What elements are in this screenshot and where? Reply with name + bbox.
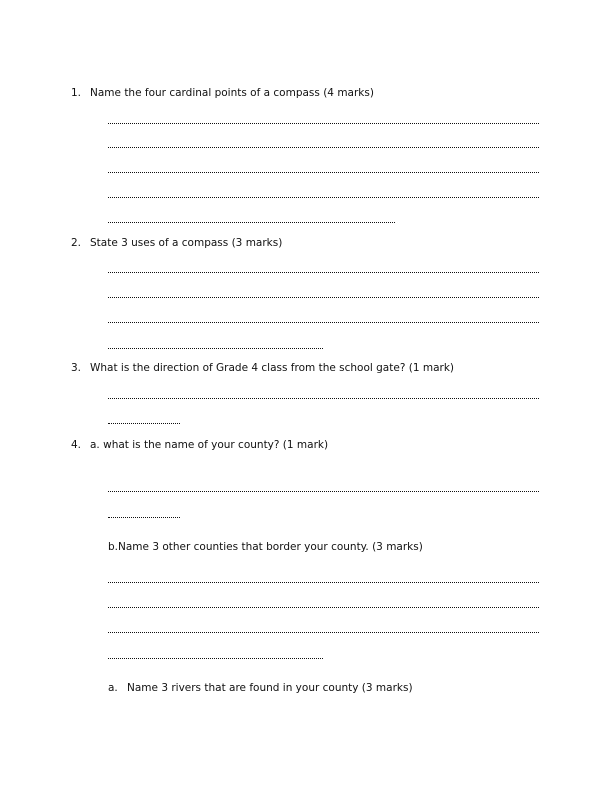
answer-line[interactable] bbox=[108, 423, 180, 424]
question-text: Name the four cardinal points of a compass (4 marks) bbox=[90, 87, 374, 99]
question-4 bbox=[71, 438, 328, 452]
answer-line[interactable] bbox=[108, 517, 180, 518]
question-text: b.Name 3 other counties that border your county. (3 marks) bbox=[108, 541, 423, 553]
answer-line[interactable] bbox=[108, 348, 323, 349]
answer-line[interactable] bbox=[108, 272, 539, 273]
answer-line[interactable] bbox=[108, 222, 395, 223]
question-number: a. bbox=[108, 682, 118, 694]
answer-line[interactable] bbox=[108, 607, 539, 608]
answer-line[interactable] bbox=[108, 123, 539, 124]
question-number: 3. bbox=[71, 362, 82, 374]
answer-line[interactable] bbox=[108, 398, 539, 399]
question-text: a. what is the name of your county? (1 mark) bbox=[90, 439, 329, 451]
question-1 bbox=[71, 86, 374, 100]
answer-line[interactable] bbox=[108, 322, 539, 323]
answer-line[interactable] bbox=[108, 197, 539, 198]
question-number: 4. bbox=[71, 439, 82, 451]
question-number: 2. bbox=[71, 237, 82, 249]
answer-line[interactable] bbox=[108, 147, 539, 148]
answer-line[interactable] bbox=[108, 658, 323, 659]
answer-line[interactable] bbox=[108, 491, 539, 492]
subquestion-rivers bbox=[108, 681, 413, 695]
subquestion-b bbox=[108, 540, 423, 554]
answer-line[interactable] bbox=[108, 632, 539, 633]
question-number: 1. bbox=[71, 87, 82, 99]
question-text: Name 3 rivers that are found in your county (3 marks) bbox=[127, 682, 413, 694]
answer-line[interactable] bbox=[108, 297, 539, 298]
answer-line[interactable] bbox=[108, 582, 539, 583]
question-2 bbox=[71, 236, 282, 250]
question-3 bbox=[71, 361, 454, 375]
question-text: What is the direction of Grade 4 class from the school gate? (1 mark) bbox=[90, 362, 455, 374]
question-text: State 3 uses of a compass (3 marks) bbox=[90, 237, 283, 249]
answer-line[interactable] bbox=[108, 172, 539, 173]
